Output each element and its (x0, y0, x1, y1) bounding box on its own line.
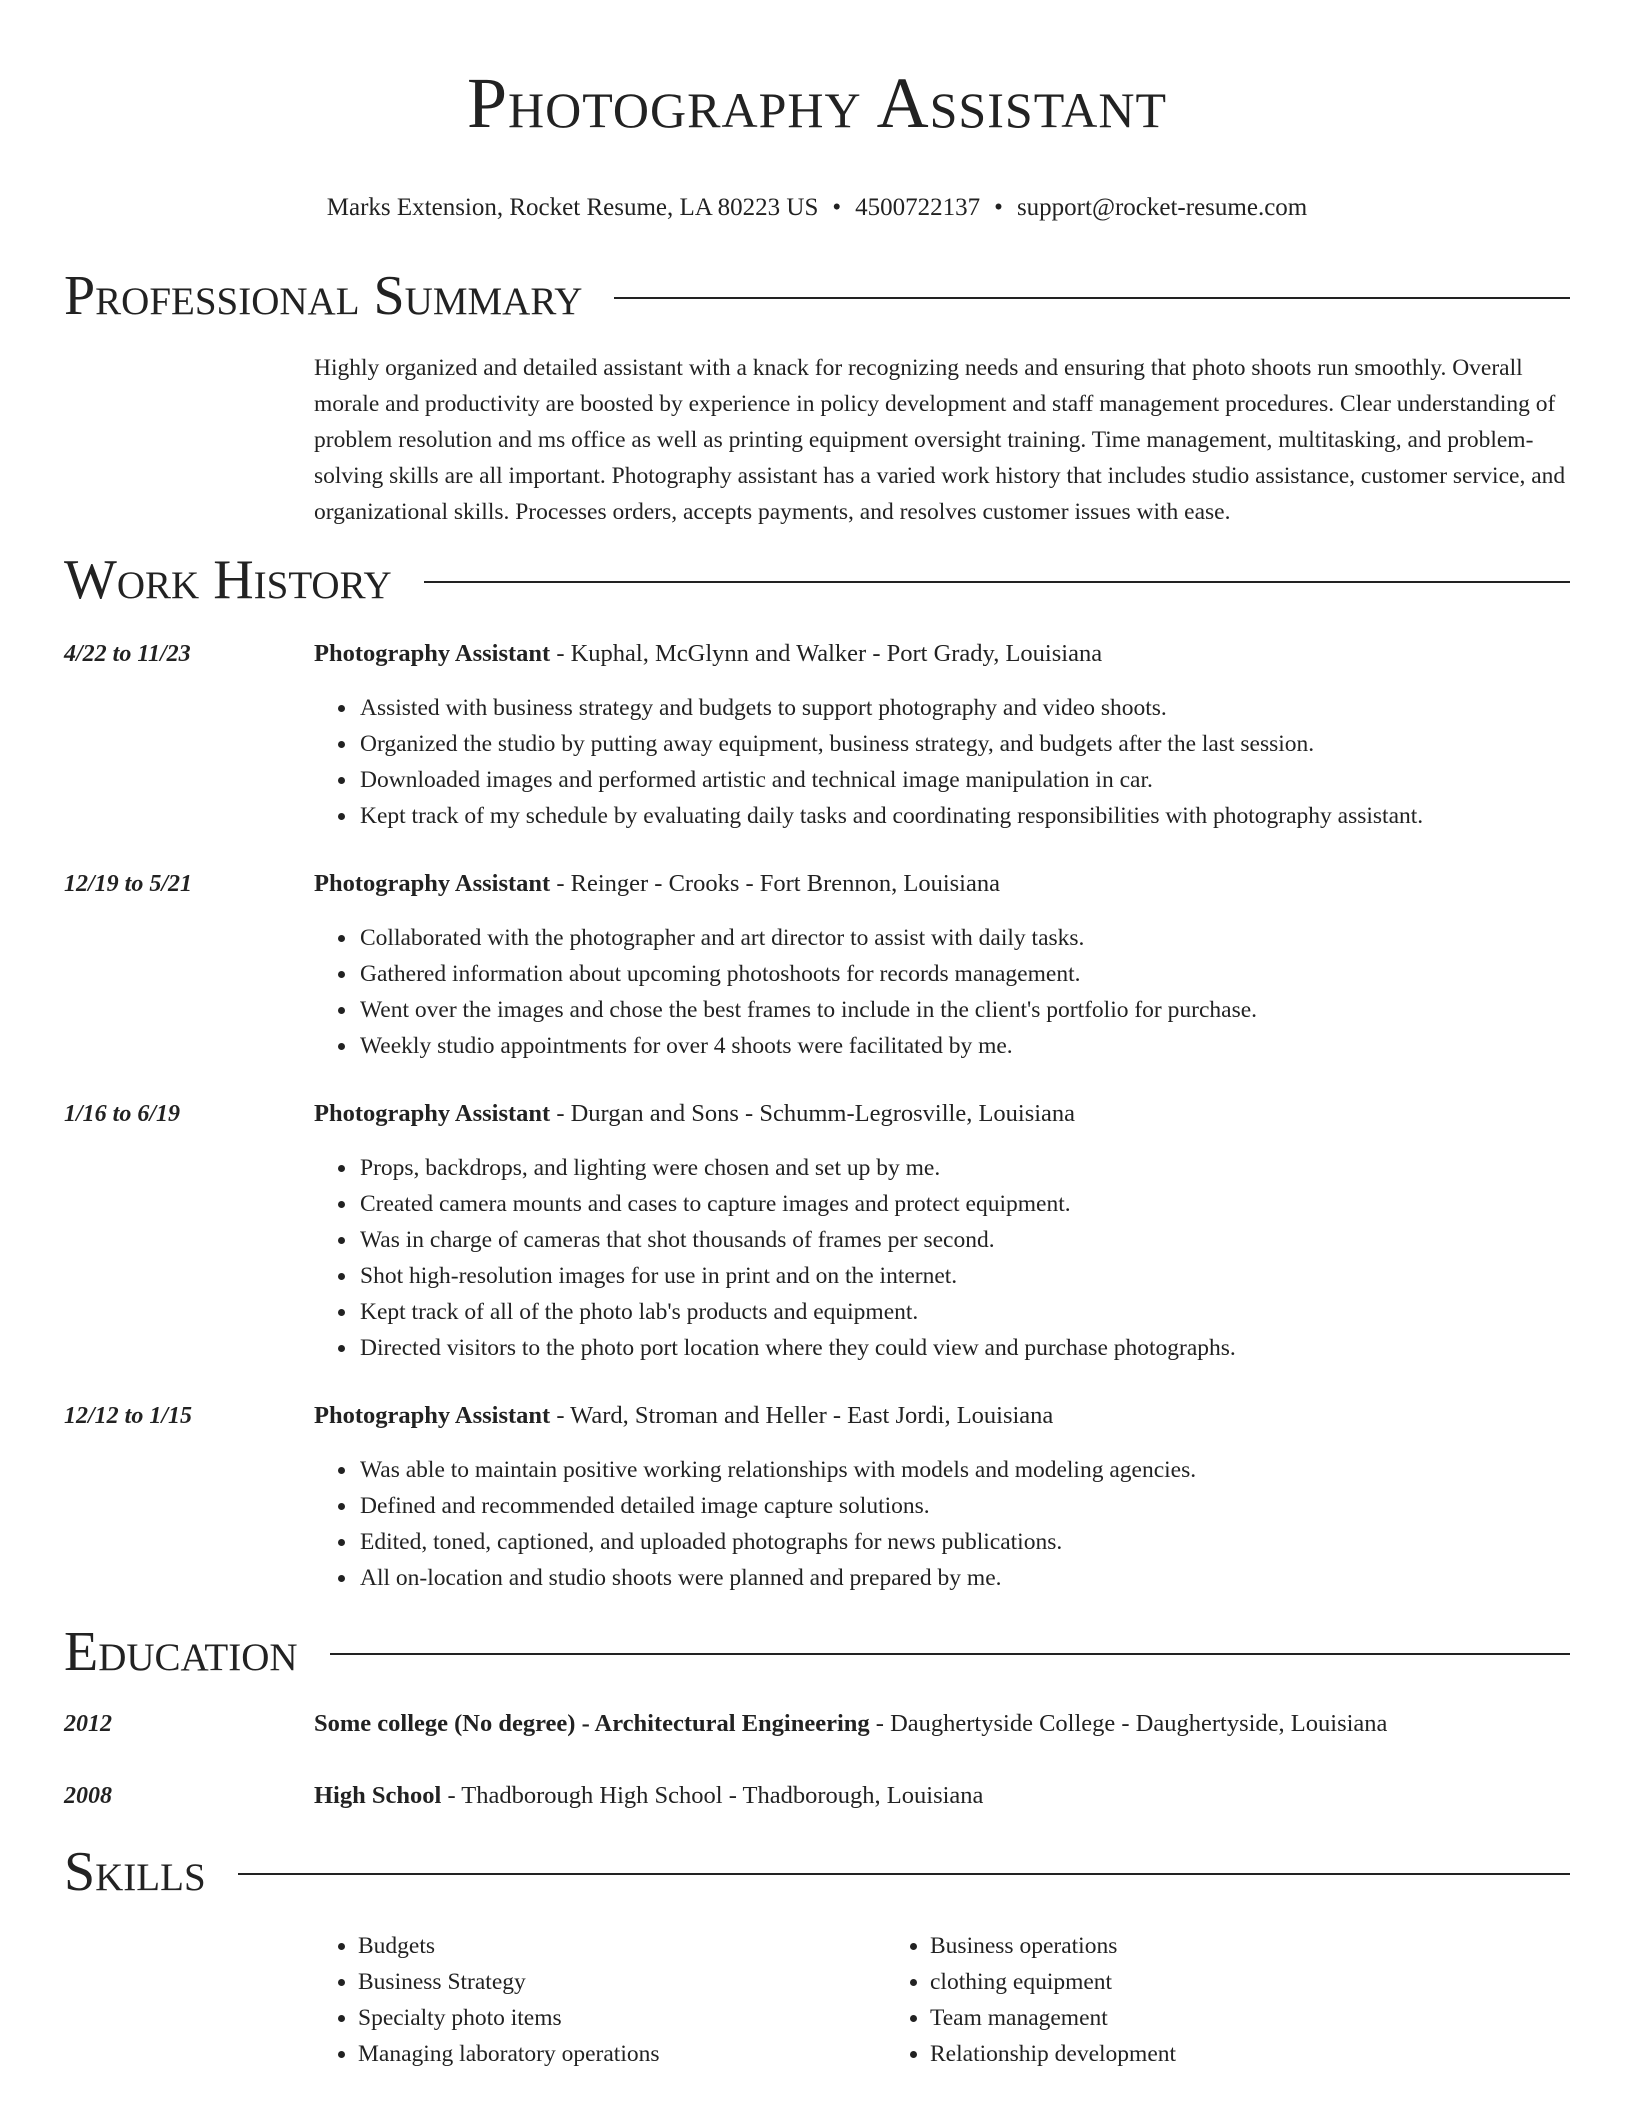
job-title-line (314, 1096, 1570, 1132)
job-entry (64, 636, 1570, 834)
education-year: 2012 (64, 1711, 112, 1737)
education-degree: Some college (No degree) - Architectural Engineering (314, 1710, 870, 1737)
section-divider (614, 297, 1570, 299)
skill-item: • Business operations (930, 1928, 1176, 1964)
job-bullet: • Collaborated with the photographer and art director to assist with daily tasks. (358, 920, 1570, 956)
skills-section-header (64, 1840, 1570, 1904)
skills-column-right (886, 1928, 1176, 2072)
skill-item: • Specialty photo items (358, 2000, 886, 2036)
section-divider (424, 581, 1570, 583)
skill-item: • Business Strategy (358, 1964, 886, 2000)
education-details: - Daughertyside College - Daughertyside, Louisiana (869, 1710, 1388, 1737)
job-bullet: • Weekly studio appointments for over 4 shoots were facilitated by me. (358, 1028, 1570, 1064)
job-entry (64, 1398, 1570, 1596)
section-divider (330, 1653, 1570, 1655)
skill-item: • Relationship development (930, 2036, 1176, 2072)
skill-item: • Team management (930, 2000, 1176, 2036)
contact-line (64, 192, 1570, 224)
skill-item: • clothing equipment (930, 1964, 1176, 2000)
contact-separator: • (994, 194, 1003, 221)
job-dates: 1/16 to 6/19 (64, 1101, 181, 1127)
education-degree: High School (314, 1782, 442, 1809)
job-title: Photography Assistant (314, 1100, 551, 1127)
job-details: - Ward, Stroman and Heller - East Jordi, Louisiana (550, 1402, 1054, 1429)
skill-item: • Managing laboratory operations (358, 2036, 886, 2072)
job-bullet: • Props, backdrops, and lighting were chosen and set up by me. (358, 1150, 1570, 1186)
job-dates: 4/22 to 11/23 (64, 641, 191, 667)
summary-heading: Professional Summary (64, 265, 583, 327)
contact-phone: 4500722137 (855, 194, 981, 221)
summary-section-header (64, 264, 1570, 328)
job-title-line (314, 1398, 1570, 1434)
job-details: - Durgan and Sons - Schumm-Legrosville, Louisiana (550, 1100, 1076, 1127)
education-entry (64, 1706, 1570, 1742)
education-heading: Education (64, 1621, 298, 1683)
skills-list (314, 1928, 1570, 2072)
job-bullet: • Was in charge of cameras that shot thousands of frames per second. (358, 1222, 1570, 1258)
section-divider (238, 1873, 1570, 1875)
education-line (314, 1706, 1570, 1742)
skill-item: • Budgets (358, 1928, 886, 1964)
contact-address: Marks Extension, Rocket Resume, LA 80223 US (326, 194, 819, 221)
job-bullets (314, 920, 1570, 1064)
job-title-line (314, 866, 1570, 902)
job-bullet: • Created camera mounts and cases to capture images and protect equipment. (358, 1186, 1570, 1222)
job-details: - Kuphal, McGlynn and Walker - Port Grady, Louisiana (550, 640, 1103, 667)
job-bullets (314, 1150, 1570, 1366)
education-entry (64, 1778, 1570, 1814)
work-heading: Work History (64, 549, 392, 611)
job-title-line (314, 636, 1570, 672)
job-bullet: • Kept track of all of the photo lab's products and equipment. (358, 1294, 1570, 1330)
job-bullet: • Assisted with business strategy and budgets to support photography and video shoots. (358, 690, 1570, 726)
job-bullets (314, 690, 1570, 834)
skills-column-left (314, 1928, 886, 2072)
contact-separator: • (832, 194, 842, 221)
job-dates: 12/12 to 1/15 (64, 1403, 193, 1429)
education-section-header (64, 1620, 1570, 1684)
work-section-header (64, 548, 1570, 612)
job-bullet: • Was able to maintain positive working relationships with models and modeling agencies. (358, 1452, 1570, 1488)
job-bullet: • Shot high-resolution images for use in print and on the internet. (358, 1258, 1570, 1294)
job-bullet: • All on-location and studio shoots were planned and prepared by me. (358, 1560, 1570, 1596)
education-details: - Thadborough High School - Thadborough, Louisiana (441, 1782, 984, 1809)
job-title: Photography Assistant (314, 870, 551, 897)
skills-heading: Skills (64, 1841, 206, 1903)
job-details: - Reinger - Crooks - Fort Brennon, Louisiana (550, 870, 1000, 897)
job-title: Photography Assistant (314, 1402, 551, 1429)
job-entry (64, 866, 1570, 1064)
contact-email: support@rocket-resume.com (1016, 194, 1308, 221)
job-bullet: • Directed visitors to the photo port location where they could view and purchase photographs. (358, 1330, 1570, 1366)
job-bullet: • Kept track of my schedule by evaluating daily tasks and coordinating responsibilities with photography assistant. (358, 798, 1570, 834)
job-dates: 12/19 to 5/21 (64, 871, 193, 897)
job-bullet: • Organized the studio by putting away equipment, business strategy, and budgets after the last session. (358, 726, 1570, 762)
job-entry (64, 1096, 1570, 1366)
job-bullet: • Defined and recommended detailed image capture solutions. (358, 1488, 1570, 1524)
education-year: 2008 (64, 1783, 112, 1809)
job-bullet: • Gathered information about upcoming photoshoots for records management. (358, 956, 1570, 992)
job-bullet: • Went over the images and chose the best frames to include in the client's portfolio for purchase. (358, 992, 1570, 1028)
summary-text: Highly organized and detailed assistant with a knack for recognizing needs and ensuring that photo shoots run smoothly. Overall morale and productivity are boosted by experience in policy development and staff management procedures. Clear understanding of problem resolution and ms office as well as printing equipment oversight training. Time management, multitasking, and problem-solving skills are all important. Photography assistant has a varied work history that includes studio assistance, customer service, and organizational skills. Processes orders, accepts payments, and resolves customer issues with ease. (314, 355, 1566, 525)
resume-name: Photography Assistant (467, 63, 1167, 143)
job-bullets (314, 1452, 1570, 1596)
job-bullet: • Downloaded images and performed artistic and technical image manipulation in car. (358, 762, 1570, 798)
job-title: Photography Assistant (314, 640, 551, 667)
education-line (314, 1778, 1570, 1814)
job-bullet: • Edited, toned, captioned, and uploaded photographs for news publications. (358, 1524, 1570, 1560)
